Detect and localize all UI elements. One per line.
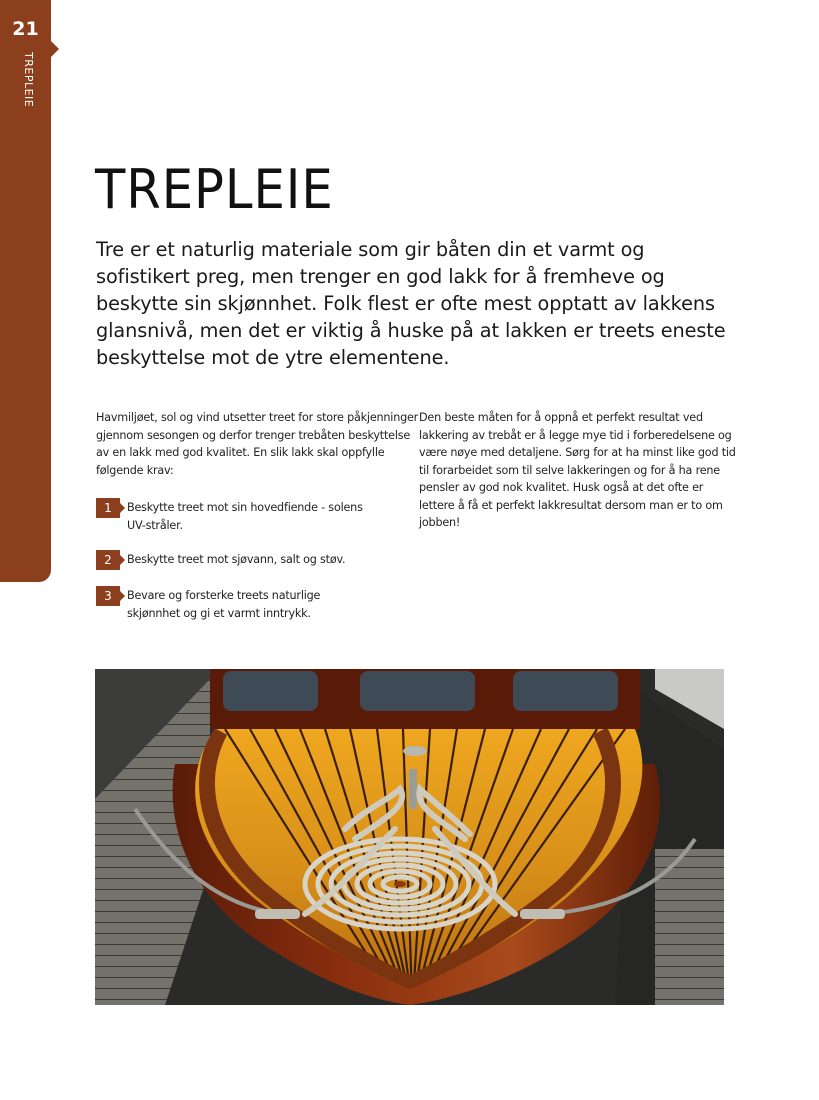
- requirement-number-badge: 2: [96, 550, 120, 570]
- right-column: [419, 409, 739, 532]
- lead-paragraph: Tre er et naturlig materiale som gir båten din et varmt og sofistikert preg, men trenger en god lakk for å fremheve og beskytte sin skjønnhet. Folk flest er ofte mest opptatt av lakkens glansnivå, men det er viktig å huske på at lakken er treets eneste beskyttelse mot de ytre elementene.: [96, 238, 726, 369]
- section-label: TREPLEIE: [22, 52, 35, 108]
- boat-bow-photo: [95, 669, 724, 1005]
- requirement-text: Beskytte treet mot sjøvann, salt og støv.: [127, 553, 346, 566]
- intro-paragraph: Havmiljøet, sol og vind utsetter treet for store påkjenninger gjennom sesongen og derfor trenger trebåten beskyttelse av en lakk med god kvalitet. En slik lakk skal oppfylle følgende krav:: [96, 411, 419, 477]
- requirement-text: Bevare og forsterke treets naturlige skjønnhet og gi et varmt inntrykk.: [127, 589, 321, 620]
- right-paragraph: Den beste måten for å oppnå et perfekt resultat ved lakkering av trebåt er å legge mye tid i forberedelsene og være nøye med detaljene. Sørg for at ha minst like god tid til forarbeidet som til selve lakkeringen og for å ha rene pensler av god nok kvalitet. Husk også at det ofte er lettere å få et perfekt lakkresultat dersom man er to om jobben!: [419, 411, 736, 529]
- requirement-number-badge: 3: [96, 586, 120, 606]
- requirement-number-badge: 1: [96, 498, 120, 518]
- requirement-text: Beskytte treet mot sin hovedfiende - solens UV-stråler.: [127, 501, 363, 532]
- sidebar-tab-arrow: [51, 41, 59, 57]
- page-number: 21: [12, 18, 39, 40]
- left-column: [96, 409, 421, 479]
- page-title: TREPLEIE: [95, 158, 334, 221]
